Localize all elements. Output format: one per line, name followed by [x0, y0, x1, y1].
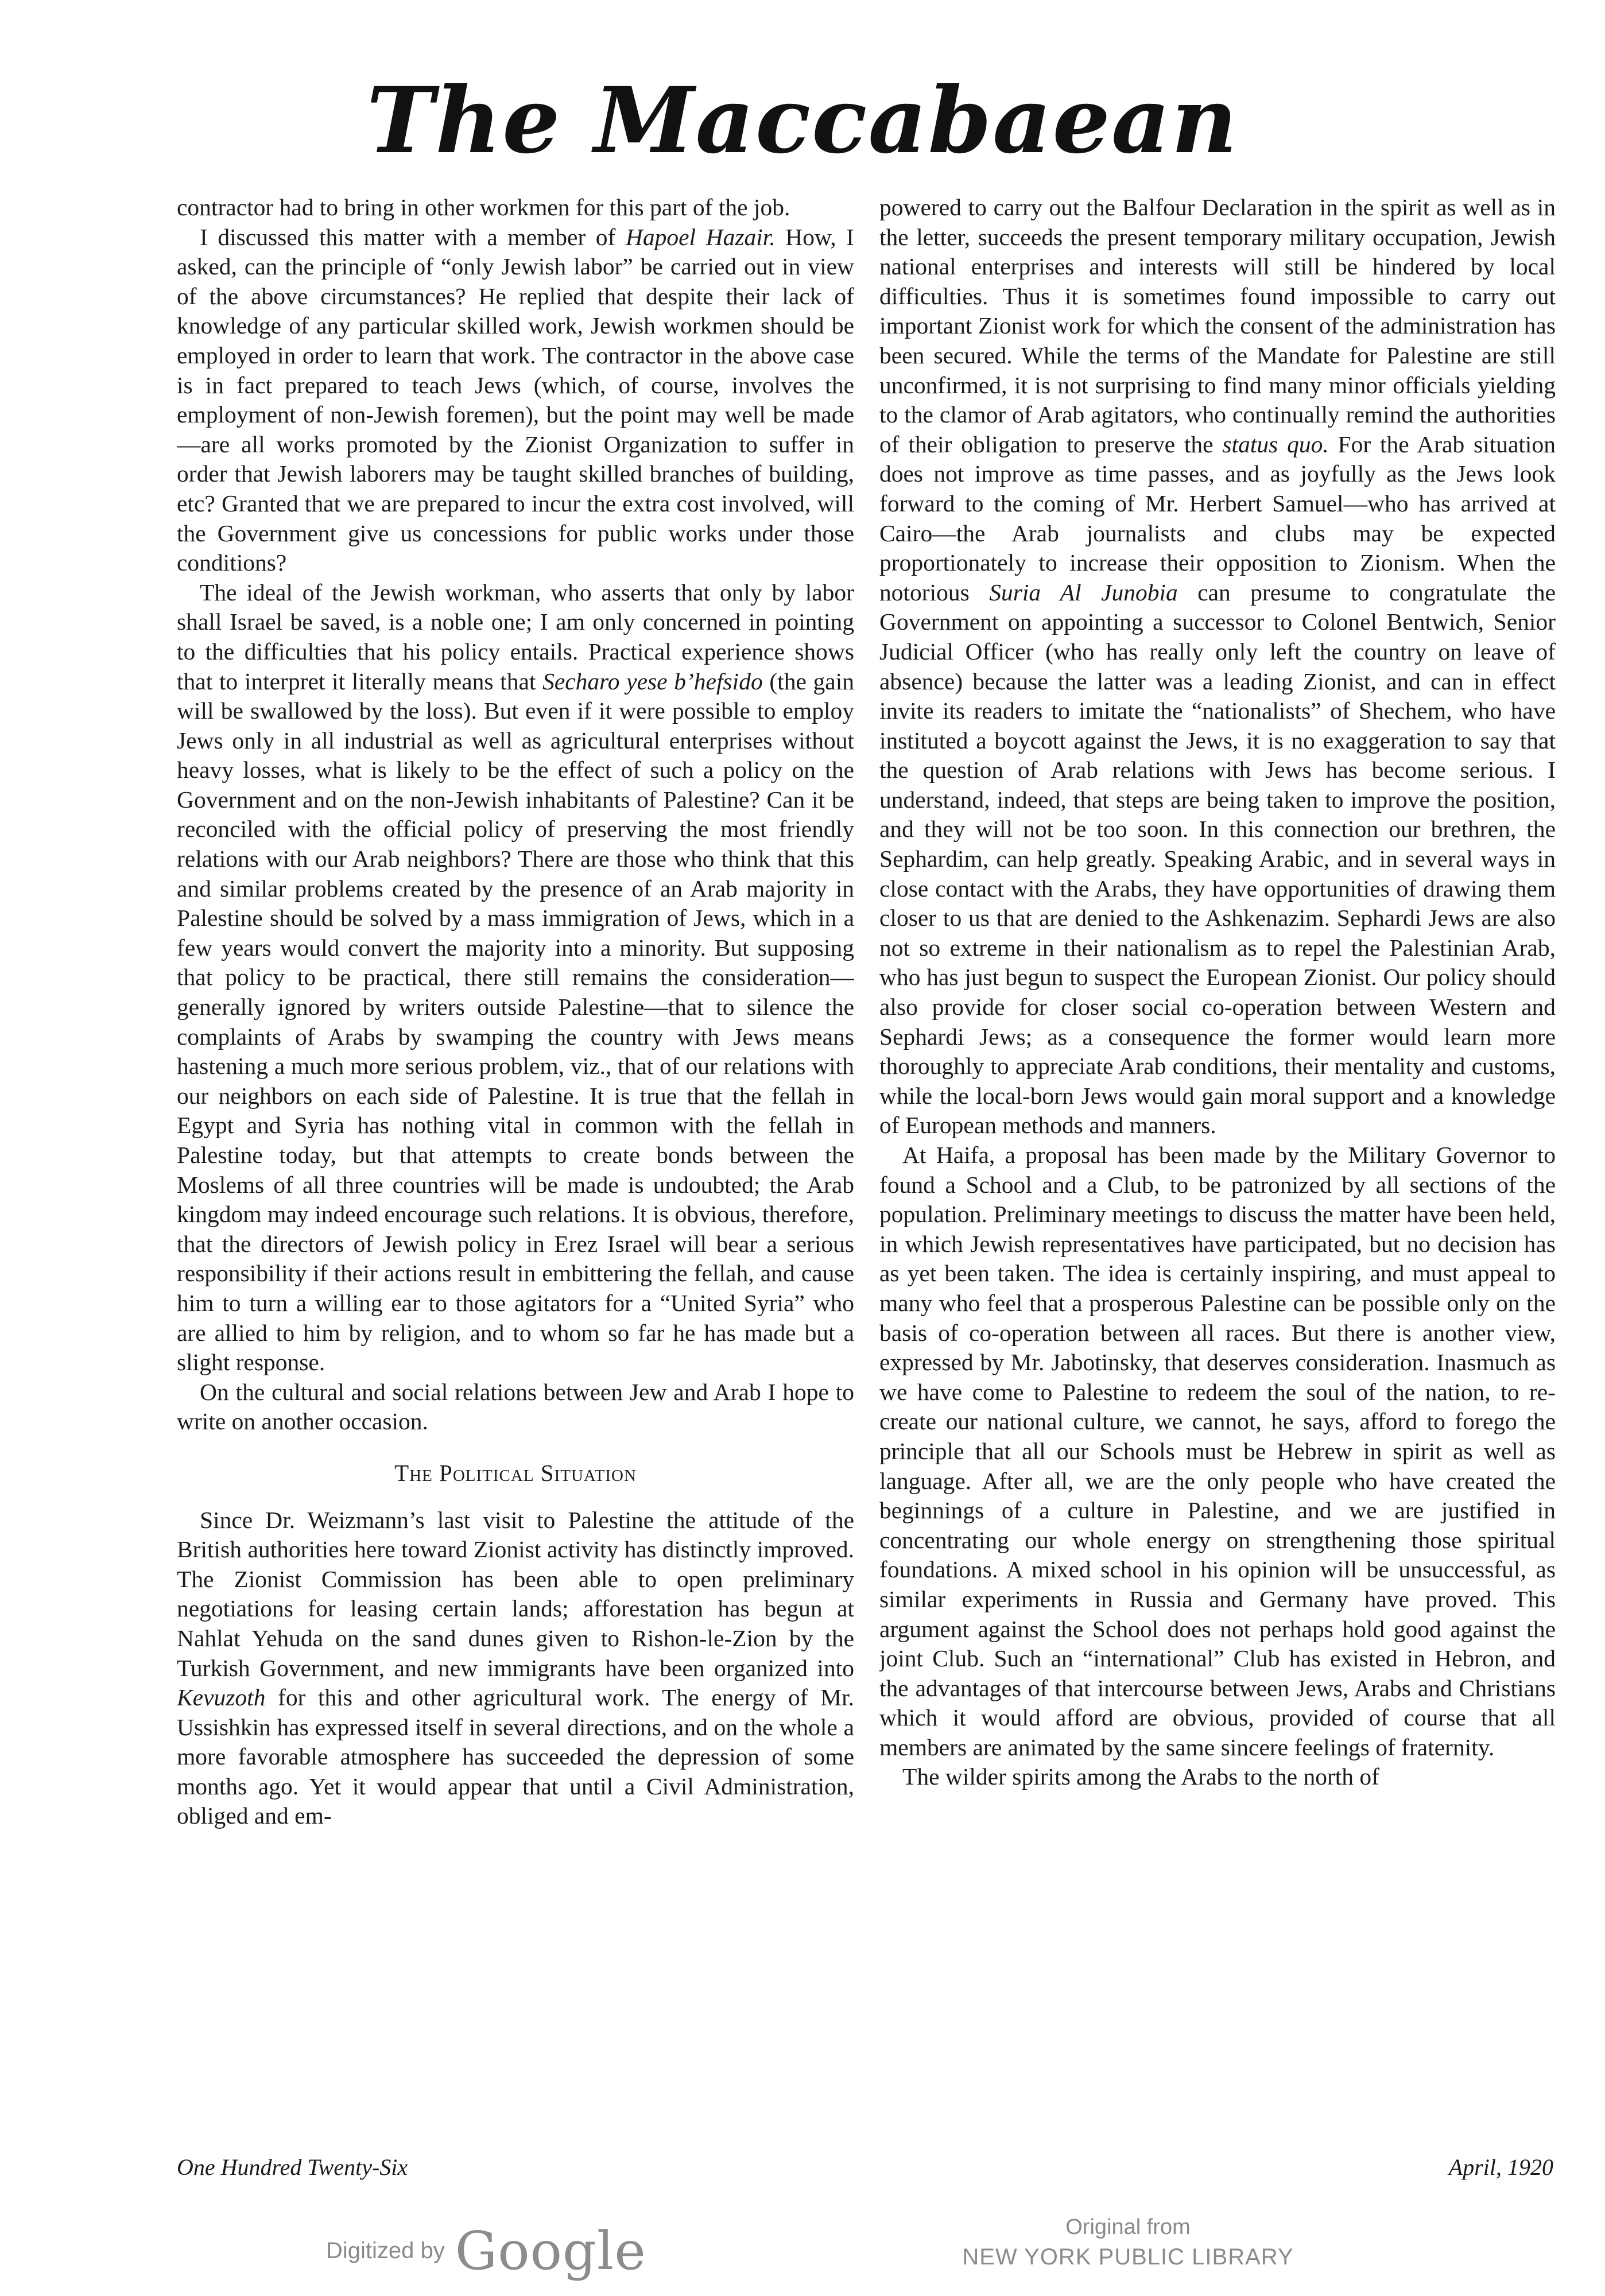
paragraph: Since Dr. Weizmann’s last visit to Palestine the attitude of the British authorities here toward Zionist activity has distinctly improved. The Zionist Commission has been able to open preliminary negotiations for leasing certain lands; afforestation has begun at Nahlat Yehuda on the sand dunes given to Rishon-le-Zion by the Turkish Government, and new immigrants have been organized into Kevuzoth for this and other agricultural work. The energy of Mr. Ussishkin has expressed itself in several directions, and on the whole a more favorable atmosphere has succeeded the depression of some months ago. Yet it would appear that until a Civil Administration, obliged and em-	[177, 1506, 854, 1829]
right-column	[879, 193, 1556, 2104]
masthead-title: The Maccabaean	[366, 68, 1239, 174]
paragraph: I discussed this matter with a member of Hapoel Hazair. How, I asked, can the principle of “only Jewish labor” be carried out in view of the above circumstances? He replied that despite their lack of knowledge of any particular skilled work, Jewish workmen should be employed in order to learn that work. The contractor in the above case is in fact prepared to teach Jews (which, of course, involves the employment of non-Jewish foremen), but the point may well be made—are all works promoted by the Zionist Organization to suffer in order that Jewish laborers may be taught skilled branches of building, etc? Granted that we are prepared to incur the extra cost involved, will the Government give us concessions for public works under those conditions?	[177, 223, 854, 576]
italic-term: status quo.	[1222, 430, 1329, 457]
italic-term: Hapoel Hazair.	[625, 223, 776, 250]
paragraph: The wilder spirits among the Arabs to the north of	[902, 1763, 1379, 1790]
library-watermark	[959, 2213, 1297, 2272]
digitized-by-text: Digitized by	[326, 2238, 445, 2263]
italic-term: Secharo yese b’hefsido	[542, 668, 763, 695]
paragraph: contractor had to bring in other workmen for this part of the job.	[177, 194, 790, 220]
library-name: NEW YORK PUBLIC LIBRARY	[962, 2244, 1294, 2270]
google-logo: Google	[455, 2220, 646, 2282]
section-heading: The Political Situation	[394, 1459, 637, 1486]
digitized-by-watermark	[326, 2220, 646, 2282]
left-column	[177, 193, 854, 2104]
original-from-text: Original from	[1065, 2215, 1191, 2239]
page-number-label: One Hundred Twenty-Six	[177, 2154, 408, 2180]
paragraph: The ideal of the Jewish workman, who asserts that only by labor shall Israel be saved, is a noble one; I am only concerned in pointing to the difficulties that his policy entails. Practical experience shows that to interpret it literally means that Secharo yese b’hefsido (the gain will be swallowed by the loss). But even if it were possible to employ Jews only in all industrial as well as agricultural enterprises without heavy losses, what is likely to be the effect of such a policy on the Government and on the non-Jewish inhabitants of Palestine? Can it be reconciled with the official policy of preserving the most friendly relations with our Arab neighbors? There are those who think that this and similar problems created by the presence of an Arab majority in Palestine should be solved by a mass immigration of Jews, which in a few years would convert the majority into a minority. But supposing that policy to be practical, there still remains the consideration—generally ignored by writers outside Palestine—that to silence the complaints of Arabs by swamping the country with Jews means hastening a much more serious problem, viz., that of our relations with our neighbors on each side of Palestine. It is true that the fellah in Egypt and Syria has nothing vital in common with the fellah in Palestine today, but that attempts to create bonds between the Moslems of all three countries will be made is undoubted; the Arab kingdom may indeed encourage such relations. It is obvious, therefore, that the directors of Jewish policy in Erez Israel will bear a serious responsibility if their actions result in embittering the fellah, and cause him to turn a willing ear to those agitators for a “United Syria” who are allied to him by religion, and to whom so far he has made but a slight response.	[177, 579, 854, 1376]
italic-term: Suria Al Junobia	[989, 579, 1178, 606]
italic-term: Kevuzoth	[177, 1684, 266, 1711]
paragraph: At Haifa, a proposal has been made by the Military Governor to found a School and a Club, to be patronized by all sections of the population. Preliminary meetings to discuss the matter have been held, in which Jewish representatives have participated, but no decision has as yet been taken. The idea is certainly inspiring, and must appeal to many who feel that a prosperous Palestine can be possible only on the basis of co-operation between all races. But there is another view, expressed by Mr. Jabotinsky, that deserves consideration. Inasmuch as we have come to Palestine to redeem the soul of the nation, to re-create our national culture, we cannot, he says, afford to forego the principle that all our Schools must be Hebrew in spirit as well as language. After all, we are the only people who have created the beginnings of a culture in Palestine, and we are justified in concentrating our whole energy on strengthening those spiritual foundations. A mixed school in his opinion will be unsuccessful, as similar experiments in Russia and Germany have proved. This argument against the School does not perhaps hold good against the joint Club. Such an “international” Club has existed in Hebron, and the advantages of that intercourse between Jews, Arabs and Christians which it would afford are obvious, provided of course that all members are animated by the same sincere feelings of fraternity.	[879, 1142, 1556, 1760]
issue-date: April, 1920	[1448, 2154, 1553, 2180]
paragraph: On the cultural and social relations between Jew and Arab I hope to write on another occasion.	[177, 1378, 854, 1435]
paragraph: powered to carry out the Balfour Declaration in the spirit as well as in the letter, succeeds the present temporary military occupation, Jewish national enterprises and interests will still be hindered by local difficulties. Thus it is sometimes found impossible to carry out important Zionist work for which the consent of the administration has been secured. While the terms of the Mandate for Palestine are still unconfirmed, it is not surprising to find many minor officials yielding to the clamor of Arab agitators, who continually remind the authorities of their obligation to preserve the status quo. For the Arab situation does not improve as time passes, and as joyfully as the Jews look forward to the coming of Mr. Herbert Samuel—who has arrived at Cairo—the Arab journalists and clubs may be expected proportionately to increase their opposition to Zionism. When the notorious Suria Al Junobia can presume to congratulate the Government on appointing a successor to Colonel Bentwich, Senior Judicial Officer (who has really only left the country on leave of absence) because the latter was a leading Zionist, and can in effect invite its readers to imitate the “nationalists” of Shechem, who have instituted a boycott against the Jews, it is no exaggeration to say that the question of Arab relations with Jews has become serious. I understand, indeed, that steps are being taken to improve the position, and they will not be too soon. In this connection our brethren, the Sephardim, can help greatly. Speaking Arabic, and in several ways in close contact with the Arabs, they have opportunities of drawing them closer to us that are denied to the Ashkenazim. Sephardi Jews are also not so extreme in their nationalism as to repel the Palestinian Arab, who has just begun to suspect the European Zionist. Our policy should also provide for closer social co-operation between Western and Sephardi Jews; as a consequence the former would learn more thoroughly to appreciate Arab conditions, their mentality and customs, while the local-born Jews would gain moral support and a knowledge of European methods and manners.	[879, 194, 1556, 1139]
